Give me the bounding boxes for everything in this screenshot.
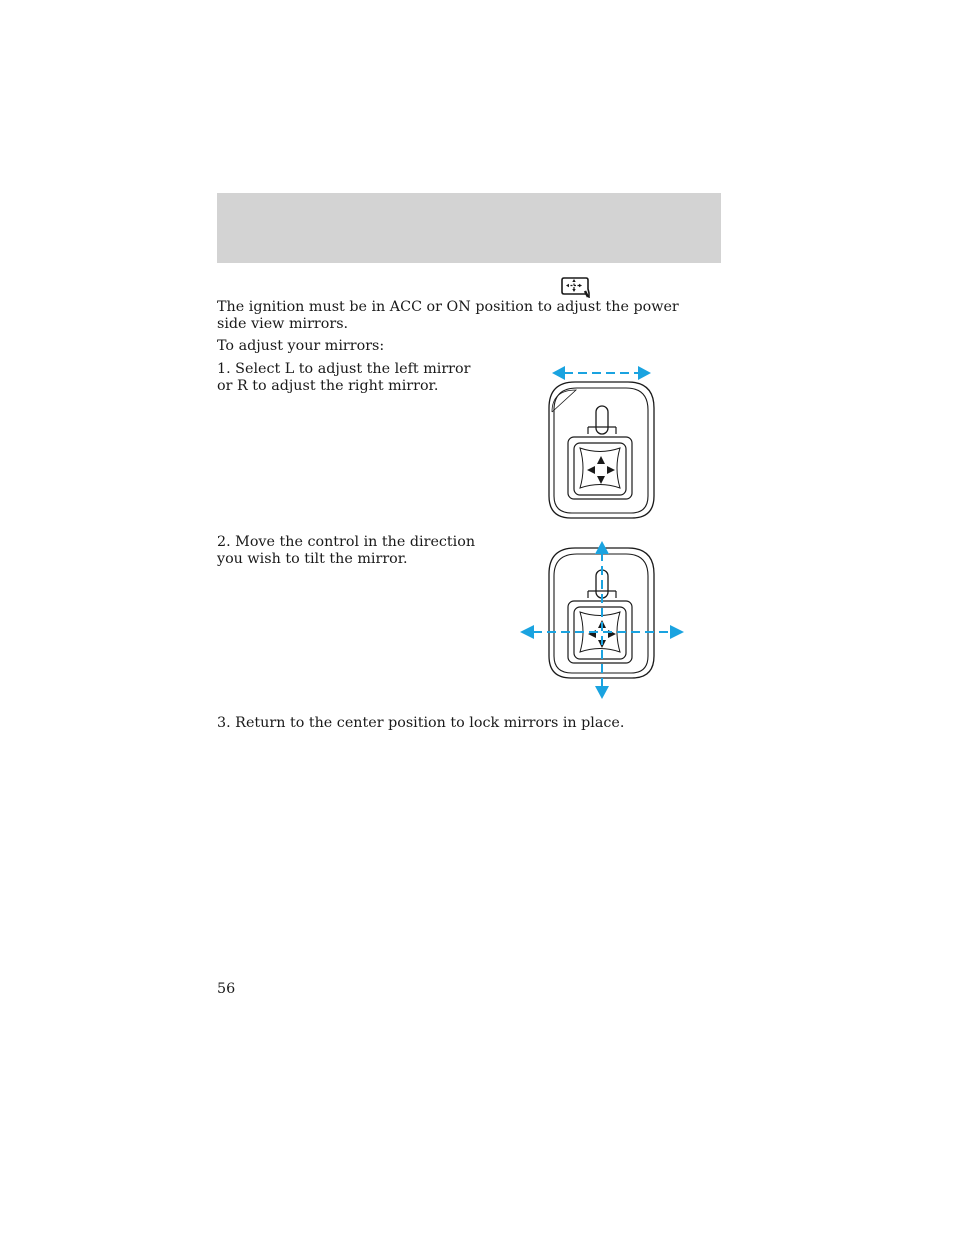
select-direction-arrow <box>552 366 651 380</box>
header-band <box>217 193 721 263</box>
power-mirror-symbol-icon <box>561 276 591 298</box>
mirror-tilt-control-illustration <box>515 538 690 703</box>
step-1-text: 1. Select L to adjust the left mirror or R to adjust the right mirror. <box>217 361 471 394</box>
step-3-text: 3. Return to the center position to lock mirrors in place. <box>217 715 625 731</box>
step-2-text: 2. Move the control in the direction you wish to tilt the mirror. <box>217 534 476 567</box>
intro-text: The ignition must be in ACC or ON position to adjust the power side view mirrors. <box>217 299 679 332</box>
page-number: 56 <box>217 981 236 997</box>
mirror-select-switch-illustration <box>540 360 665 522</box>
adjust-heading: To adjust your mirrors: <box>217 338 385 354</box>
